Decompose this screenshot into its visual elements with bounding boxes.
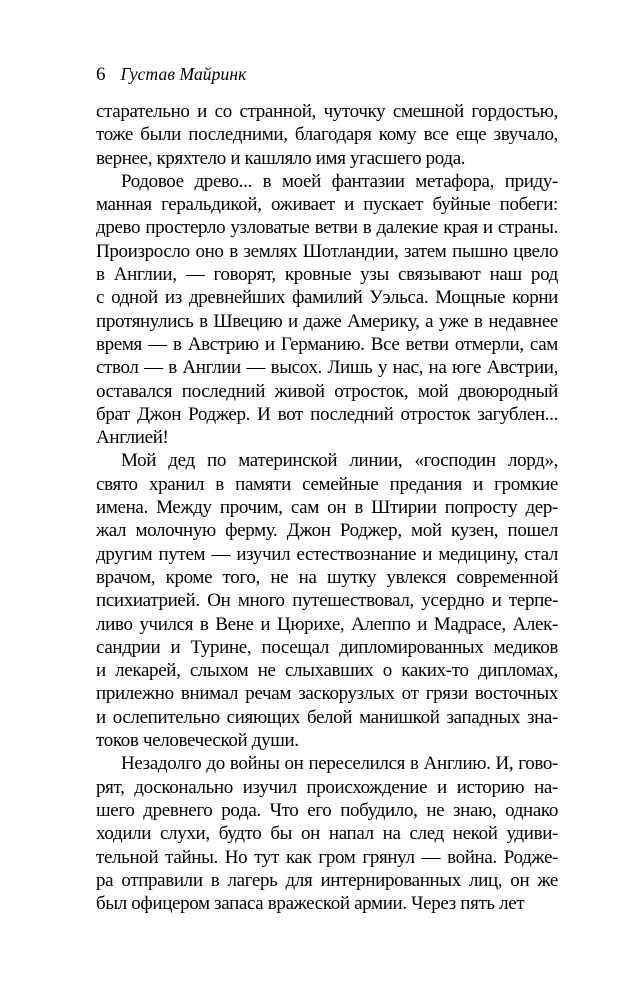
page-number: 6 <box>96 64 106 85</box>
text-line: жал молочную ферму. Джон Роджер, мой кузен, пошел <box>96 520 558 542</box>
text-line: манная геральдикой, оживает и пускает буйные побеги: <box>96 194 558 216</box>
text-line: Англией! <box>96 427 169 449</box>
text-line: ливо учился в Вене и Цюрихе, Алеппо и Мадрасе, Алек- <box>96 613 558 635</box>
text-line: протянулись в Швецию и даже Америку, а уже в недавнее <box>96 310 558 332</box>
text-line: Произросло оно в землях Шотландии, затем пышно цвело <box>96 240 558 262</box>
text-line: сандрии и Турине, посещал дипломированных медиков <box>96 636 558 658</box>
text-line: и ослепительно сияющих белой манишкой западных зна- <box>96 706 558 728</box>
text-line: врачом, кроме того, не на шутку увлекся современной <box>96 566 558 588</box>
text-line: имена. Между прочим, сам он в Штирии попросту дер- <box>96 497 558 519</box>
text-line: оставался последний живой отросток, мой двоюродный <box>96 380 558 402</box>
text-line: ра отправили в лагерь для интернированных лиц, он же <box>96 869 558 891</box>
text-line: Мой дед по материнской линии, «господин лорд», <box>121 450 558 472</box>
text-line: Родовое древо... в моей фантазии метафора, приду- <box>121 170 558 192</box>
text-line: с одной из древнейших фамилий Уэльса. Мощные корни <box>96 287 558 309</box>
text-line: Незадолго до войны он переселился в Англию. И, гово- <box>121 753 558 775</box>
text-line: был офицером запаса вражеской армии. Через пять лет <box>96 893 525 915</box>
text-line: тельной тайны. Но тут как гром грянул — война. Родже- <box>96 846 558 868</box>
text-line: прилежно внимал речам заскорузлых от грязи восточных <box>96 683 558 705</box>
text-line: старательно и со странной, чуточку смешной гордостью, <box>96 101 558 122</box>
text-line: другим путем — изучил естествознание и медицину, стал <box>96 543 558 565</box>
text-line: ходили слухи, будто бы он напал на след некой удиви- <box>96 823 558 845</box>
text-line: свято хранил в памяти семейные предания и громкие <box>96 473 558 495</box>
text-line: и лекарей, слыхом не слыхавших о каких-то дипломах, <box>96 660 558 682</box>
text-line: ствол — в Англии — высох. Лишь у нас, на юге Австрии, <box>96 357 558 379</box>
text-line: брат Джон Роджер. И вот последний отросток загублен... <box>96 403 558 425</box>
page-header <box>96 64 558 85</box>
running-head-author: Густав Майринк <box>120 64 247 84</box>
text-line: вернее, кряхтело и кашляло имя угасшего рода. <box>96 147 466 169</box>
text-line: рят, досконально изучил происхождение и историю на- <box>96 776 558 798</box>
text-line: древо простерло узловатые ветви в далекие края и страны. <box>96 217 558 239</box>
text-line: время — в Австрию и Германию. Все ветви отмерли, сам <box>96 333 558 355</box>
text-line: токов человеческой души. <box>96 730 299 752</box>
text-line: тоже были последними, благодаря кому все еще звучало, <box>96 124 558 146</box>
page-body <box>96 100 558 915</box>
text-line: психиатрией. Он много путешествовал, усердно и терпе- <box>96 590 558 612</box>
text-line: шего древнего рода. Что его побудило, не знаю, однако <box>96 799 558 821</box>
text-line: в Англии, — говорят, кровные узы связывают наш род <box>96 264 558 286</box>
